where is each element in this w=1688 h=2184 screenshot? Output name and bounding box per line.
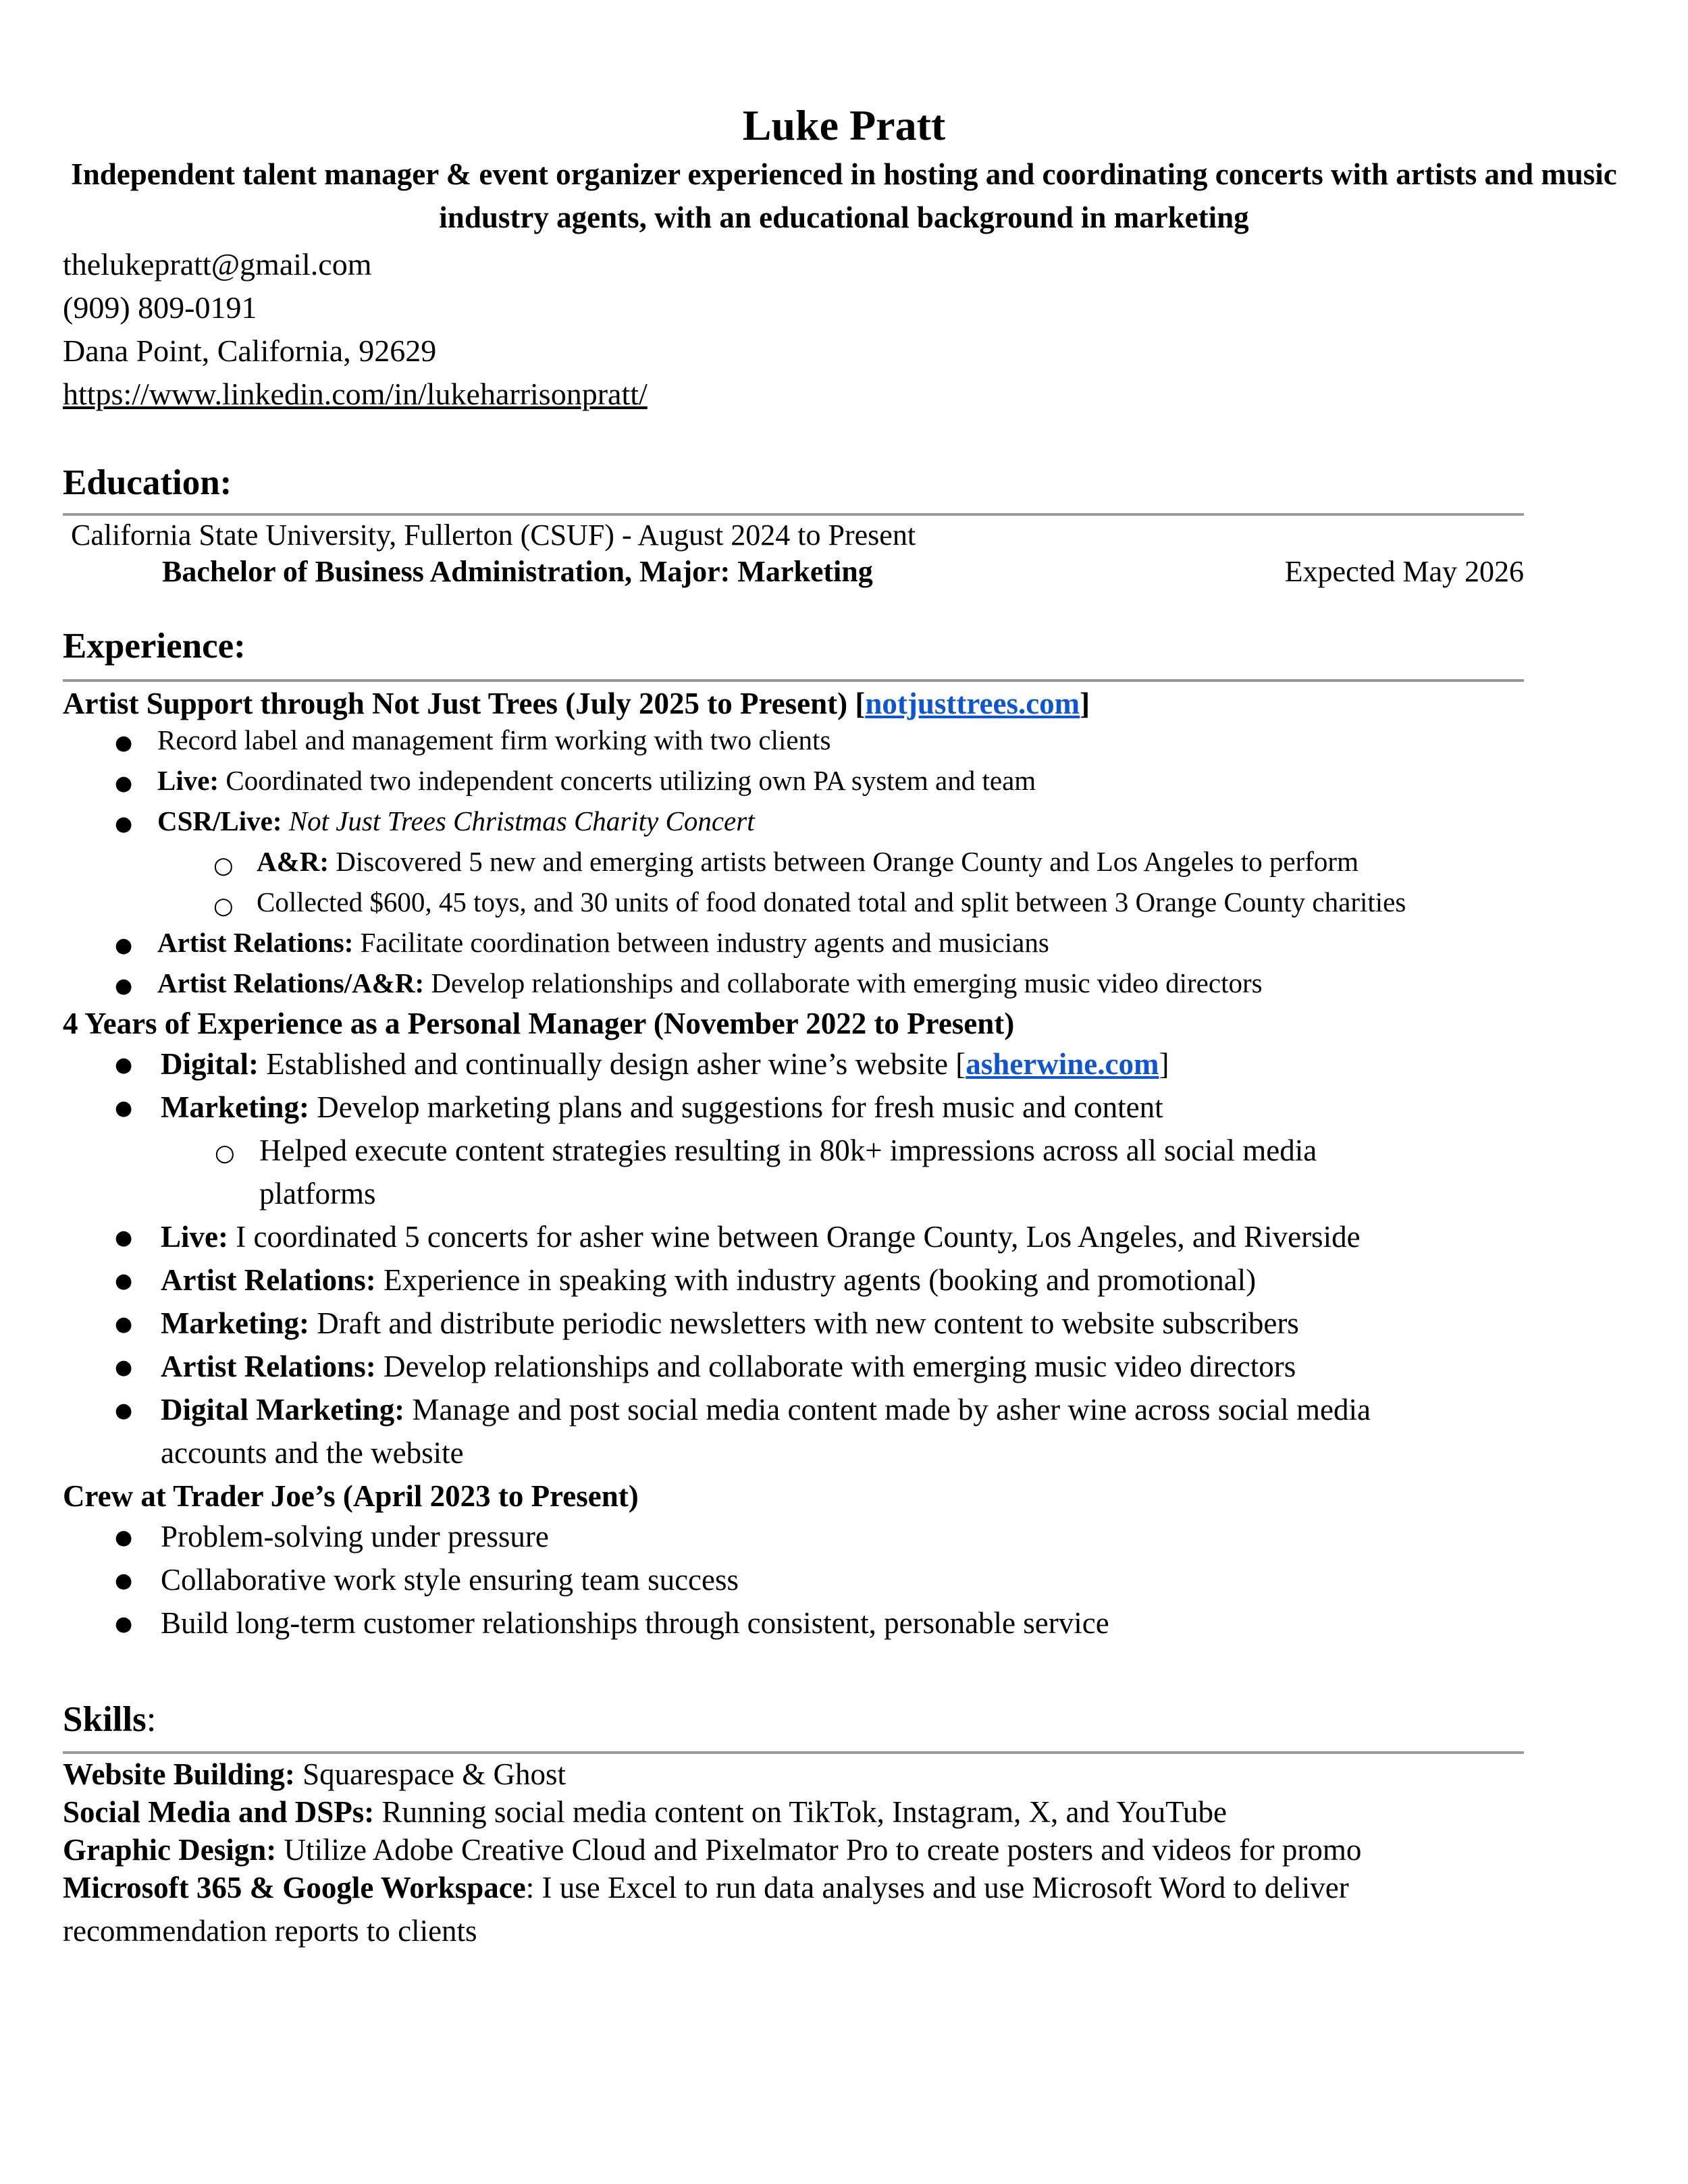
list-item-continuation: accounts and the website [161,1436,464,1470]
bullet-icon: ● [115,731,133,755]
education-heading: Education: [63,463,232,502]
bullet-icon: ● [115,812,133,836]
list-item: A&R: Discovered 5 new and emerging artists between Orange County and Los Angeles to perform [257,846,1359,877]
list-item: Artist Relations: Facilitate coordination between industry agents and musicians [157,927,1049,958]
education-school: California State University, Fullerton (CSUF) - August 2024 to Present [71,518,916,552]
education-expected: Expected May 2026 [1284,555,1524,588]
bullet-icon: ● [115,772,133,795]
asherwine-link[interactable]: asherwine.com [966,1047,1159,1081]
list-item: CSR/Live: Not Just Trees Christmas Charity Concert [157,805,755,836]
skill-graphic-design: Graphic Design: Utilize Adobe Creative Cloud and Pixelmator Pro to create posters and videos for promo [63,1833,1362,1867]
contact-phone: (909) 809-0191 [63,290,257,325]
bullet-icon: ● [115,1526,133,1549]
bullet-icon: ● [115,934,133,957]
candidate-tagline: Independent talent manager & event organizer experienced in hosting and coordinating concerts with artists and music industry agents, with an educational background in marketing [71,157,1617,234]
skill-office-suites-continuation: recommendation reports to clients [63,1914,477,1948]
experience-heading: Experience: [63,627,246,666]
notjusttrees-link[interactable]: notjusttrees.com [865,687,1080,720]
contact-email: thelukepratt@gmail.com [63,247,372,282]
experience-divider [63,679,1524,682]
list-item: Marketing: Develop marketing plans and suggestions for fresh music and content [161,1090,1163,1124]
list-item: Live: Coordinated two independent concerts utilizing own PA system and team [157,765,1036,796]
list-item: Artist Relations/A&R: Develop relationships and collaborate with emerging music video directors [157,967,1263,998]
skill-office-suites: Microsoft 365 & Google Workspace: I use Excel to run data analyses and use Microsoft Word to deliver [63,1871,1349,1905]
bullet-icon: ● [115,1569,133,1593]
candidate-name: Luke Pratt [742,101,946,149]
list-item: Collaborative work style ensuring team success [161,1563,739,1597]
job-title-trader-joes: Crew at Trader Joe’s (April 2023 to Present) [63,1479,639,1513]
sub-bullet-icon: ○ [213,893,234,920]
bullet-icon: ● [115,1312,133,1336]
bullet-icon: ● [115,974,133,998]
list-item: Live: I coordinated 5 concerts for asher wine between Orange County, Los Angeles, and Riverside [161,1220,1361,1254]
list-item: Artist Relations: Develop relationships and collaborate with emerging music video directors [161,1350,1296,1383]
bullet-icon: ● [115,1269,133,1293]
bullet-icon: ● [115,1356,133,1379]
bullet-icon: ● [115,1226,133,1250]
bullet-icon: ● [115,1612,133,1636]
skills-divider [63,1751,1524,1754]
sub-bullet-icon: ○ [215,1140,235,1167]
list-item: Problem-solving under pressure [161,1520,549,1553]
job-title-not-just-trees: Artist Support through Not Just Trees (July 2025 to Present) [notjusttrees.com] [63,687,1090,720]
education-degree: Bachelor of Business Administration, Major: Marketing [162,555,873,588]
list-item: Helped execute content strategies resulting in 80k+ impressions across all social media [259,1134,1317,1167]
list-item: Marketing: Draft and distribute periodic newsletters with new content to website subscribers [161,1306,1299,1340]
contact-location: Dana Point, California, 92629 [63,334,437,368]
bullet-icon: ● [115,1053,133,1077]
skills-heading: Skills: [63,1700,157,1739]
list-item: Build long-term customer relationships through consistent, personable service [161,1606,1109,1640]
skill-website-building: Website Building: Squarespace & Ghost [63,1757,566,1791]
education-divider [63,513,1524,516]
sub-bullet-icon: ○ [213,852,234,879]
list-item: Artist Relations: Experience in speaking with industry agents (booking and promotional) [161,1263,1257,1297]
list-item: Digital: Established and continually design asher wine’s website [asherwine.com] [161,1047,1169,1081]
list-item: Record label and management firm working with two clients [157,724,831,755]
skill-social-media: Social Media and DSPs: Running social media content on TikTok, Instagram, X, and YouTube [63,1795,1227,1829]
list-item: Digital Marketing: Manage and post social media content made by asher wine across social media [161,1393,1371,1427]
list-item-continuation: platforms [259,1177,376,1210]
linkedin-link[interactable]: https://www.linkedin.com/in/lukeharrisonpratt/ [63,377,648,411]
list-item: Collected $600, 45 toys, and 30 units of food donated total and split between 3 Orange County charities [257,886,1406,917]
bullet-icon: ● [115,1399,133,1422]
job-title-personal-manager: 4 Years of Experience as a Personal Manager (November 2022 to Present) [63,1007,1015,1040]
bullet-icon: ● [115,1096,133,1120]
